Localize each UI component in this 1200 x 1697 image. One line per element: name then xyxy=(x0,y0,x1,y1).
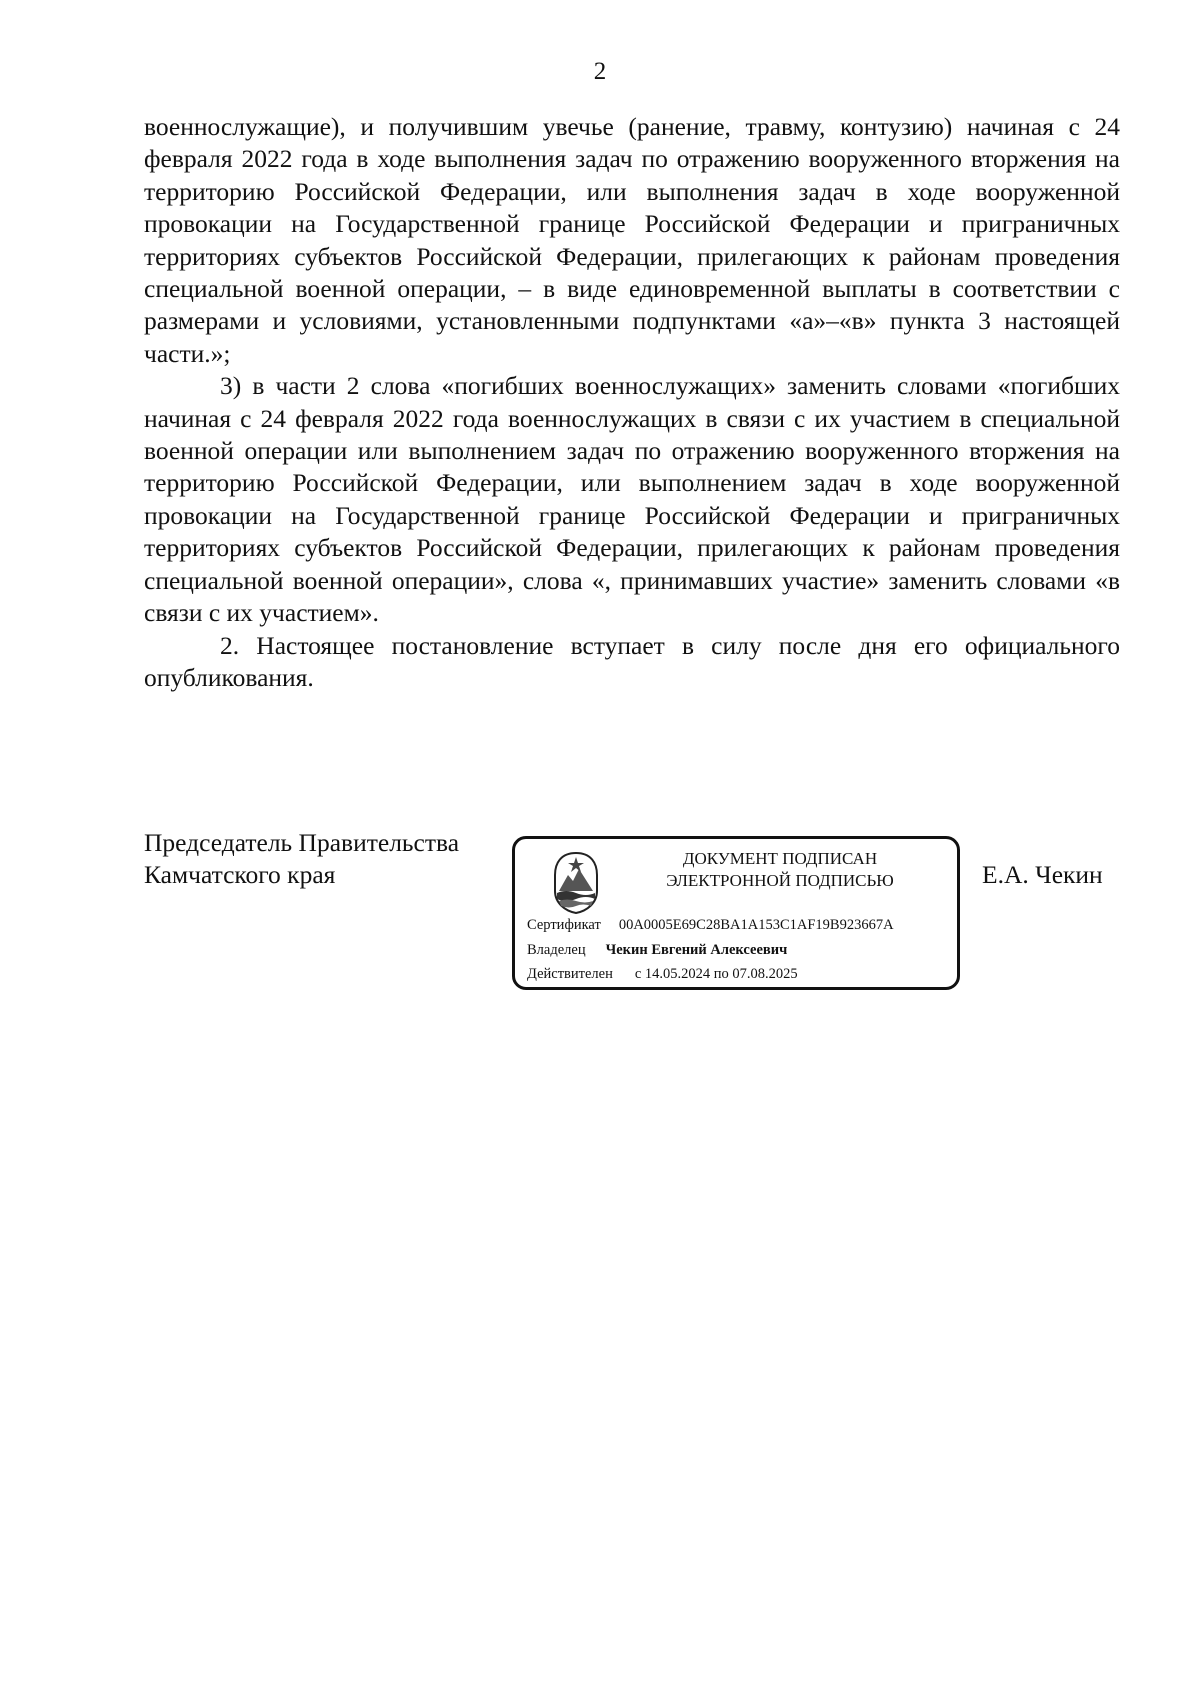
signer-name: Е.А. Чекин xyxy=(982,860,1103,889)
paragraph-effective-date: 2. Настоящее постановление вступает в силу после дня его официального опубликования. xyxy=(144,630,1120,692)
signer-position-line2: Камчатского края xyxy=(144,860,336,889)
owner-value: Чекин Евгений Алексеевич xyxy=(605,942,788,958)
signer-position xyxy=(144,827,459,891)
stamp-heading-line2: ЭЛЕКТРОННОЙ ПОДПИСЬЮ xyxy=(666,871,894,890)
stamp-certificate-row xyxy=(527,917,894,934)
document-body xyxy=(144,111,1120,694)
signer-position-line1: Председатель Правительства xyxy=(144,828,460,857)
paragraph-continuation: военнослужащие), и получившим увечье (ранение, травму, контузию) начиная с 24 февраля 2022 года в ходе выполнения задач по отражению вооруженного вторжения на территорию Российской Федерации, или выполнения задач в ходе вооруженной провокации на Государственной границе Российской Федерации и приграничных территориях субъектов Российской Федерации, прилегающих к районам проведения специальной военной операции, – в виде единовременной выплаты в соответствии с размерами и условиями, установленными подпунктами «а»–«в» пункта 3 настоящей части.»; xyxy=(144,112,1120,368)
stamp-validity-row xyxy=(527,966,798,983)
electronic-signature-stamp xyxy=(512,836,960,990)
validity-label: Действителен xyxy=(527,966,613,982)
owner-label: Владелец xyxy=(527,942,586,958)
certificate-label: Сертификат xyxy=(527,917,601,933)
validity-value: с 14.05.2024 по 07.08.2025 xyxy=(634,966,798,982)
certificate-value: 00A0005E69C28BA1A153C1AF19B923667A xyxy=(618,917,894,933)
page-number: 2 xyxy=(593,58,607,85)
stamp-owner-row xyxy=(527,942,787,959)
stamp-heading-line1: ДОКУМЕНТ ПОДПИСАН xyxy=(682,849,878,868)
paragraph-item-3: 3) в части 2 слова «погибших военнослужащих» заменить словами «погибших начиная с 24 февраля 2022 года военнослужащих в связи с их участием в специальной военной операции или выполнением задач по отражению вооруженного вторжения на территорию Российской Федерации, или выполнением задач в ходе вооруженной провокации на Государственной границе Российской Федерации и приграничных территориях субъектов Российской Федерации, прилегающих к районам проведения специальной военной операции», слова «, принимавших участие» заменить словами «в связи с их участием». xyxy=(144,371,1120,628)
kamchatka-coat-of-arms-icon xyxy=(551,851,601,915)
